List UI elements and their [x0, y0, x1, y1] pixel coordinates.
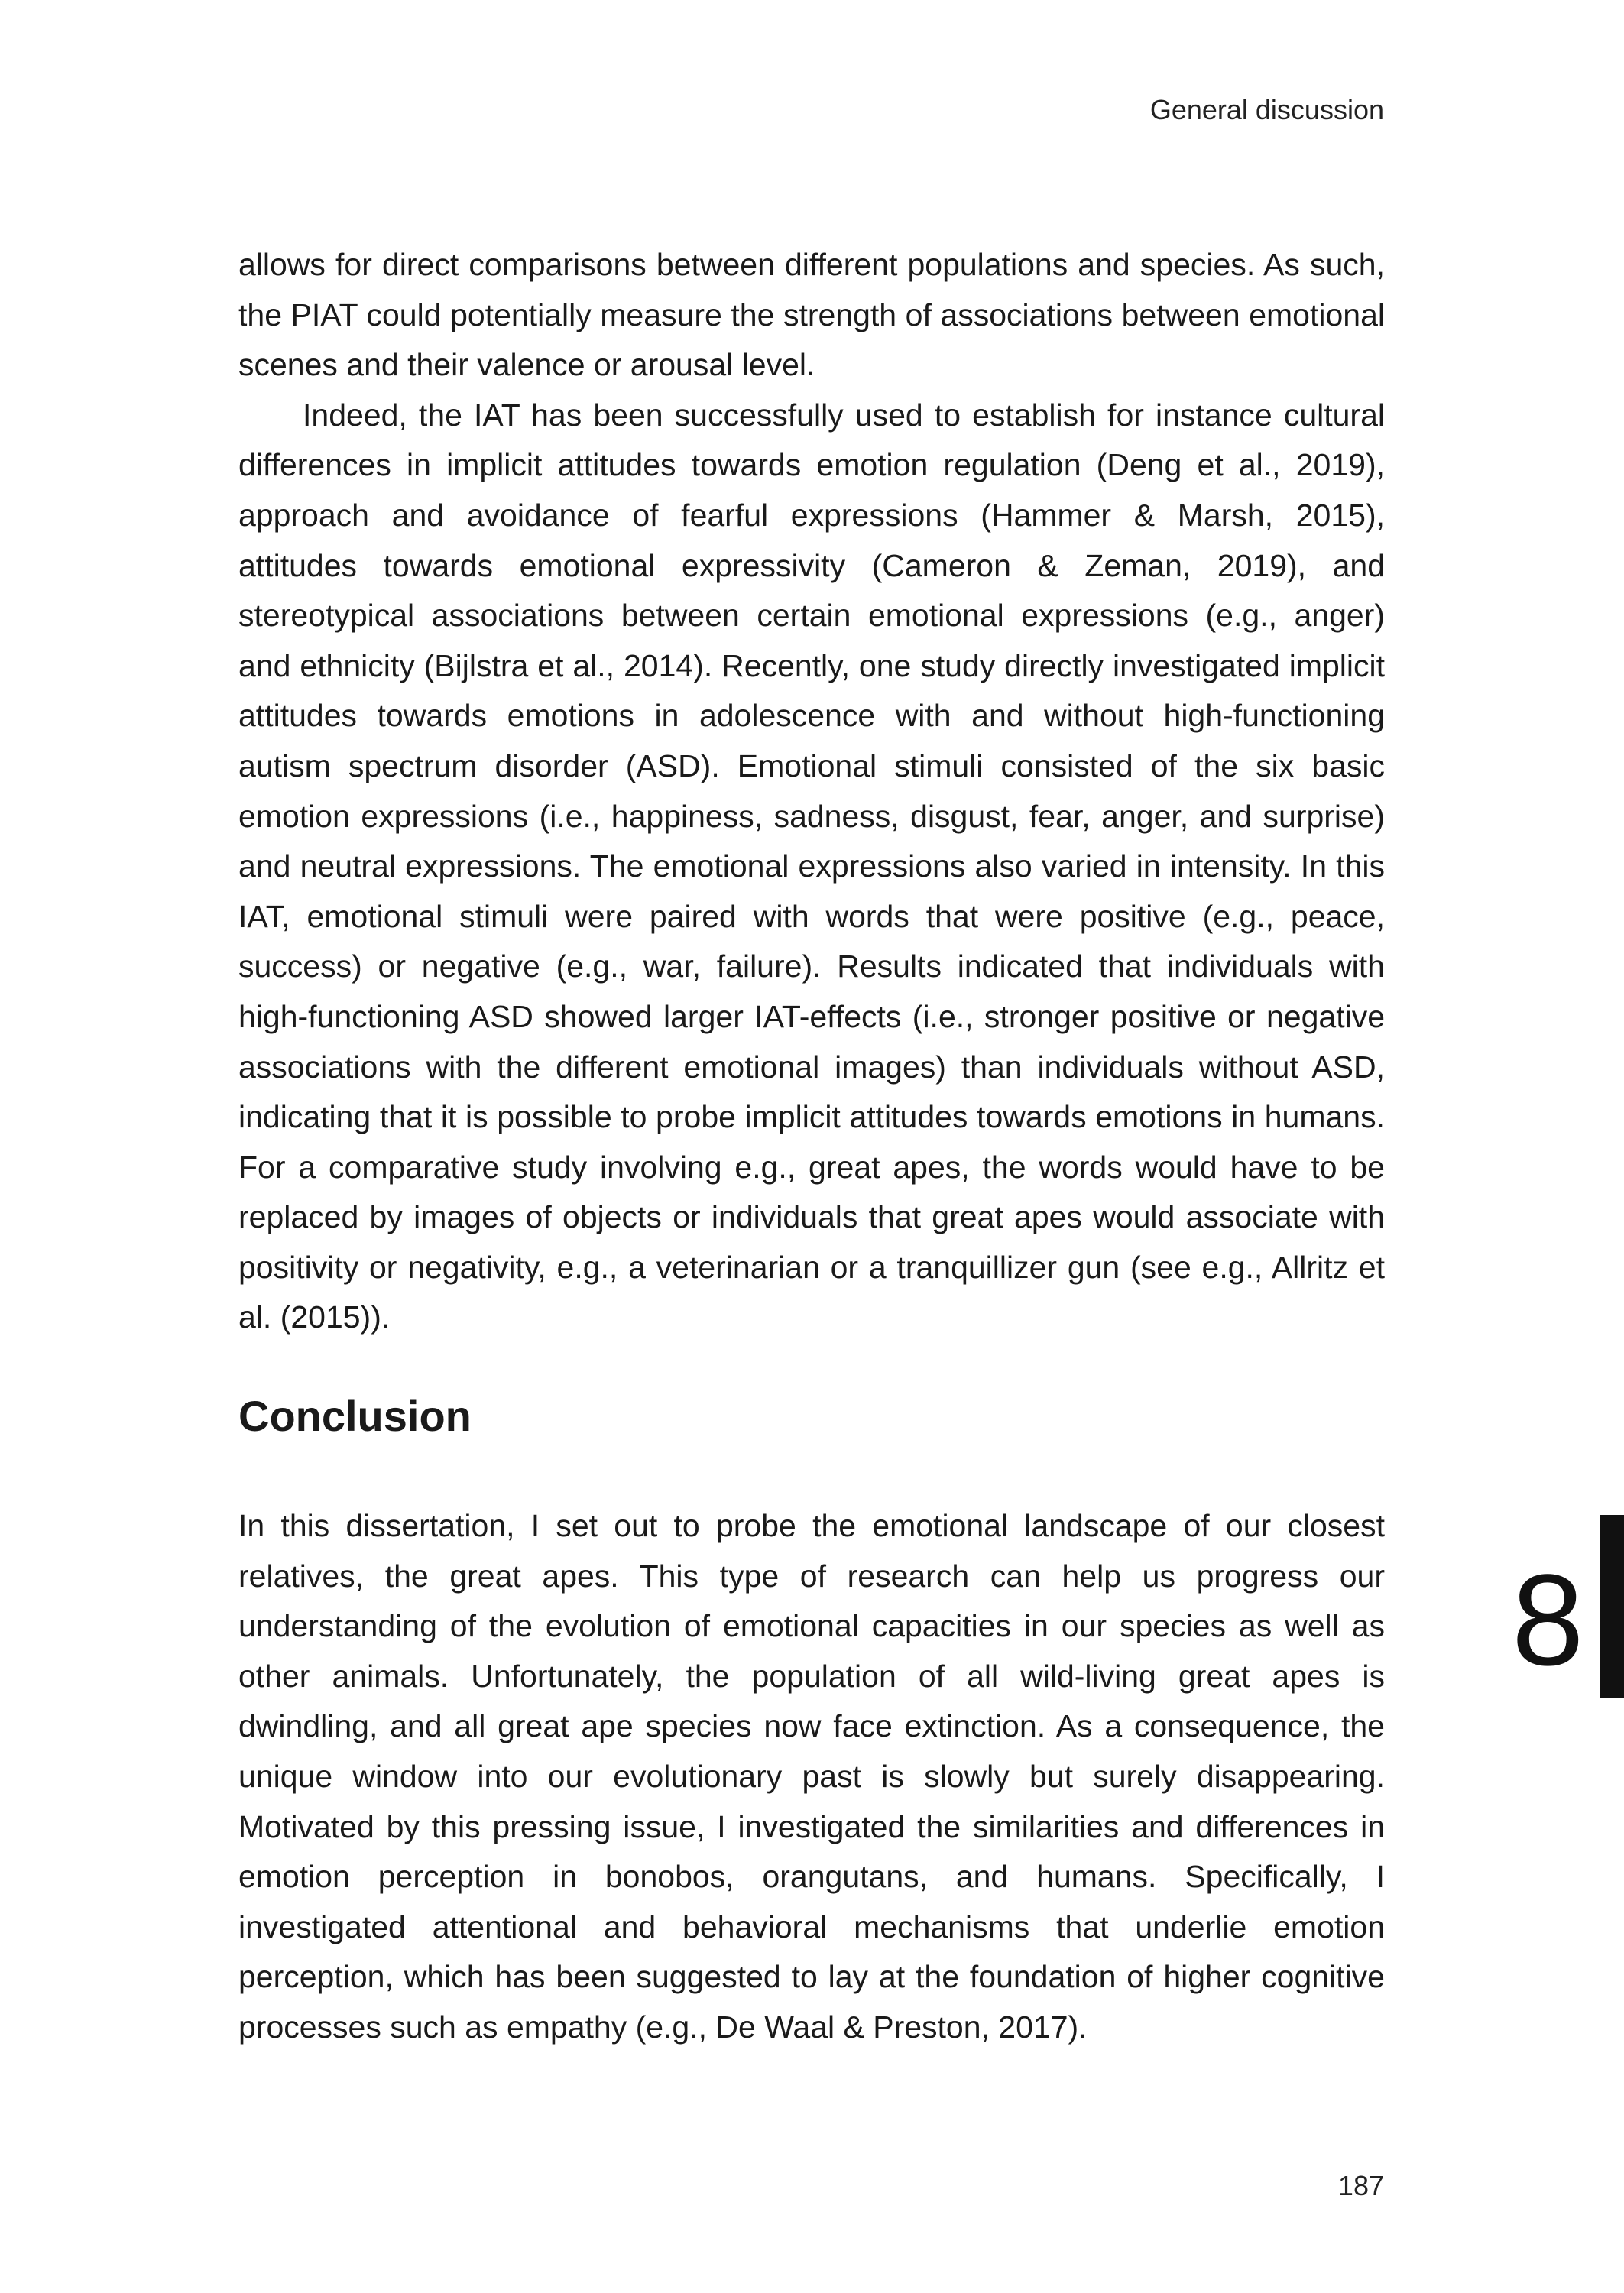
paragraph-iat: Indeed, the IAT has been successfully used to establish for instance cultural differences in implicit attitudes towards emotion regulation (Deng et al., 2019), approach and avoidance of fearful expressions (Hammer & Marsh, 2015), attitudes towards emotional expressivity (Cameron & Zeman, 2019), and stereotypical associations between certain emotional expressions (e.g., anger) and ethnicity (Bijlstra et al., 2014). Recently, one study directly investigated implicit attitudes towards emotions in adolescence with and without high-functioning autism spectrum disorder (ASD). Emotional stimuli consisted of the six basic emotion expressions (i.e., happiness, sadness, disgust, fear, anger, and surprise) and neutral expressions. The emotional expressions also varied in intensity. In this IAT, emotional stimuli were paired with words that were positive (e.g., peace, success) or negative (e.g., war, failure). Results indicated that individuals with high-functioning ASD showed larger IAT-effects (i.e., stronger positive or negative associations with the different emotional images) than individuals without ASD, indicating that it is possible to probe implicit attitudes towards emotions in humans. For a comparative study involving e.g., great apes, the words would have to be replaced by images of objects or individuals that great apes would associate with positivity or negativity, e.g., a veterinarian or a tranquillizer gun (see e.g., Allritz et al. (2015)).	[238, 397, 1385, 1335]
paragraph-continued: allows for direct comparisons between different populations and species. As such, the PIAT could potentially measure the strength of associations between emotional scenes and their valence or arousal level.	[238, 247, 1385, 383]
running-header: General discussion	[1149, 94, 1384, 125]
body-text-top	[238, 240, 1385, 1343]
body-text-conclusion	[238, 1501, 1385, 2053]
conclusion-heading: Conclusion	[238, 1392, 472, 1440]
chapter-thumb-tab	[1600, 1515, 1624, 1698]
chapter-number: 8	[1512, 1548, 1584, 1693]
page-number: 187	[1337, 2170, 1384, 2201]
conclusion-paragraph: In this dissertation, I set out to probe the emotional landscape of our closest relatives, the great apes. This type of research can help us progress our understanding of the evolution of emotional capacities in our species as well as other animals. Unfortunately, the population of all wild-living great apes is dwindling, and all great ape species now face extinction. As a consequence, the unique window into our evolutionary past is slowly but surely disappearing. Motivated by this pressing issue, I investigated the similarities and differences in emotion perception in bonobos, orangutans, and humans. Specifically, I investigated attentional and behavioral mechanisms that underlie emotion perception, which has been suggested to lay at the foundation of higher cognitive processes such as empathy (e.g., De Waal & Preston, 2017).	[238, 1508, 1385, 2045]
